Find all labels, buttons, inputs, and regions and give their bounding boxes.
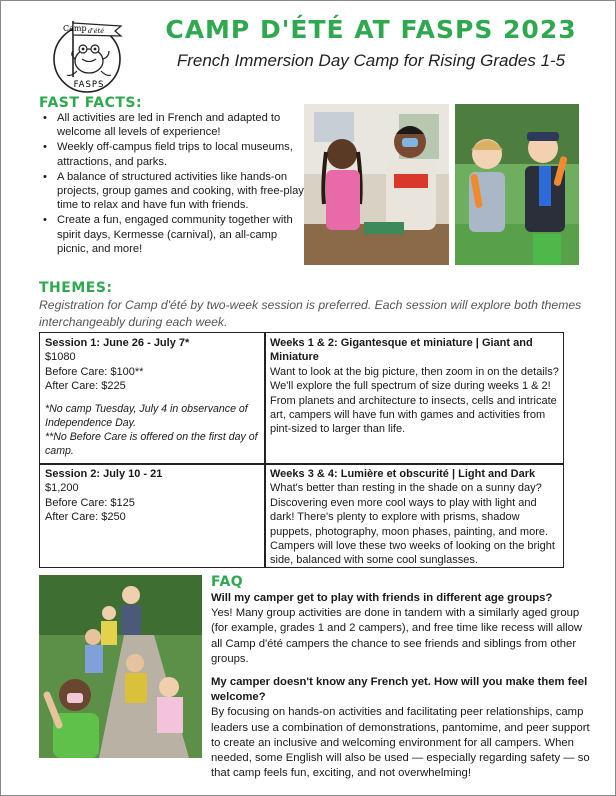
theme-1-title: Weeks 1 & 2: Gigantesque et miniature | Giant and Miniature <box>270 337 533 364</box>
session-1-note-2: **No Before Care is offered on the first day of camp. <box>45 430 258 457</box>
theme-1-text: Want to look at the big picture, then zoom in on the details? We'll explore the full spectrum of size during weeks 1 & 2! From planets and architecture to insects, cells and intricate art, campers will have fun with games and activities from pint-sized to larger than life. <box>270 365 559 436</box>
themes-intro: Registration for Camp d'été by two-week session is preferred. Each session will explore both themes interchangeably during each week. <box>39 298 582 329</box>
camp-logo <box>51 15 127 95</box>
fast-facts-heading: FAST FACTS: <box>39 95 143 111</box>
campers-walking-photo <box>39 575 202 758</box>
logo-bottom-text: FASPS <box>73 80 105 90</box>
session-1-after-care: After Care: $225 <box>45 380 126 393</box>
fast-facts-list <box>39 111 307 257</box>
list-item: • A balance of structured activities like hands-on projects, group games and cooking, with free-play time to relax and have fun with friends. <box>39 170 307 213</box>
session-1-price: $1080 <box>45 351 76 364</box>
faq-section <box>211 591 591 781</box>
themes-heading: THEMES: <box>39 280 113 296</box>
campers-popsicles-photo <box>455 104 579 265</box>
sessions-table <box>39 332 564 568</box>
list-item: • Weekly off-campus field trips to local museums, attractions, and parks. <box>39 140 307 168</box>
theme-1-cell <box>270 336 560 437</box>
session-2-after-care: After Care: $250 <box>45 511 126 524</box>
session-1-note-1: *No camp Tuesday, July 4 in observance of Independence Day. <box>45 402 248 429</box>
faq-answer-1: Yes! Many group activities are done in tandem with a similarly aged group (for example, grades 1 and 2 campers), and free time like recess will allow all Camp d'été campers the chance to see friends and siblings from other groups. <box>211 607 583 665</box>
session-1-title: Session 1: June 26 - July 7* <box>45 337 190 349</box>
session-1-cell <box>45 336 259 458</box>
table-divider <box>264 333 266 567</box>
session-2-before-care: Before Care: $125 <box>45 496 135 509</box>
list-item: • Create a fun, engaged community together with spirit days, Kermesse (carnival), an all-camp picnic, and more! <box>39 213 307 256</box>
theme-2-cell <box>270 467 560 568</box>
page-subtitle: French Immersion Day Camp for Rising Grades 1-5 <box>176 51 566 70</box>
theme-2-title: Weeks 3 & 4: Lumière et obscurité | Light and Dark <box>270 468 536 480</box>
logo-top-text: Camp <box>63 24 87 33</box>
list-item: • All activities are led in French and adapted to welcome all levels of experience! <box>39 111 307 139</box>
session-2-title: Session 2: July 10 - 21 <box>45 468 163 480</box>
faq-question-2: My camper doesn't know any French yet. How will you make them feel welcome? <box>211 676 588 704</box>
faq-question-1: Will my camper get to play with friends in different age groups? <box>211 592 553 604</box>
table-divider <box>40 463 563 465</box>
faq-heading: FAQ <box>211 574 244 590</box>
theme-2-text: What's better than resting in the shade on a sunny day? Discovering even more cool ways to play with light and dark! There's plenty to explore with prisms, shadow puppets, photography, moon phases, painting, and more. Campers will love these two weeks of looking on the bright side, balanced with some cool sunglasses. <box>270 482 555 567</box>
session-2-cell <box>45 467 259 525</box>
campers-project-photo <box>304 104 449 265</box>
page-title: CAMP D'ÉTÉ AT FASPS 2023 <box>165 15 577 44</box>
session-2-price: $1,200 <box>45 482 79 495</box>
faq-answer-2: By focusing on hands-on activities and facilitating peer relationships, camp leaders use a combination of demonstrations, pantomime, and peer support to create an inclusive and welcoming environment for all campers. When needed, some English will also be used — especially regarding safety — so that camp feels fun, exciting, and not overwhelming! <box>211 706 590 780</box>
session-1-before-care: Before Care: $100** <box>45 365 144 378</box>
logo-flag-text: d'été <box>87 27 105 35</box>
